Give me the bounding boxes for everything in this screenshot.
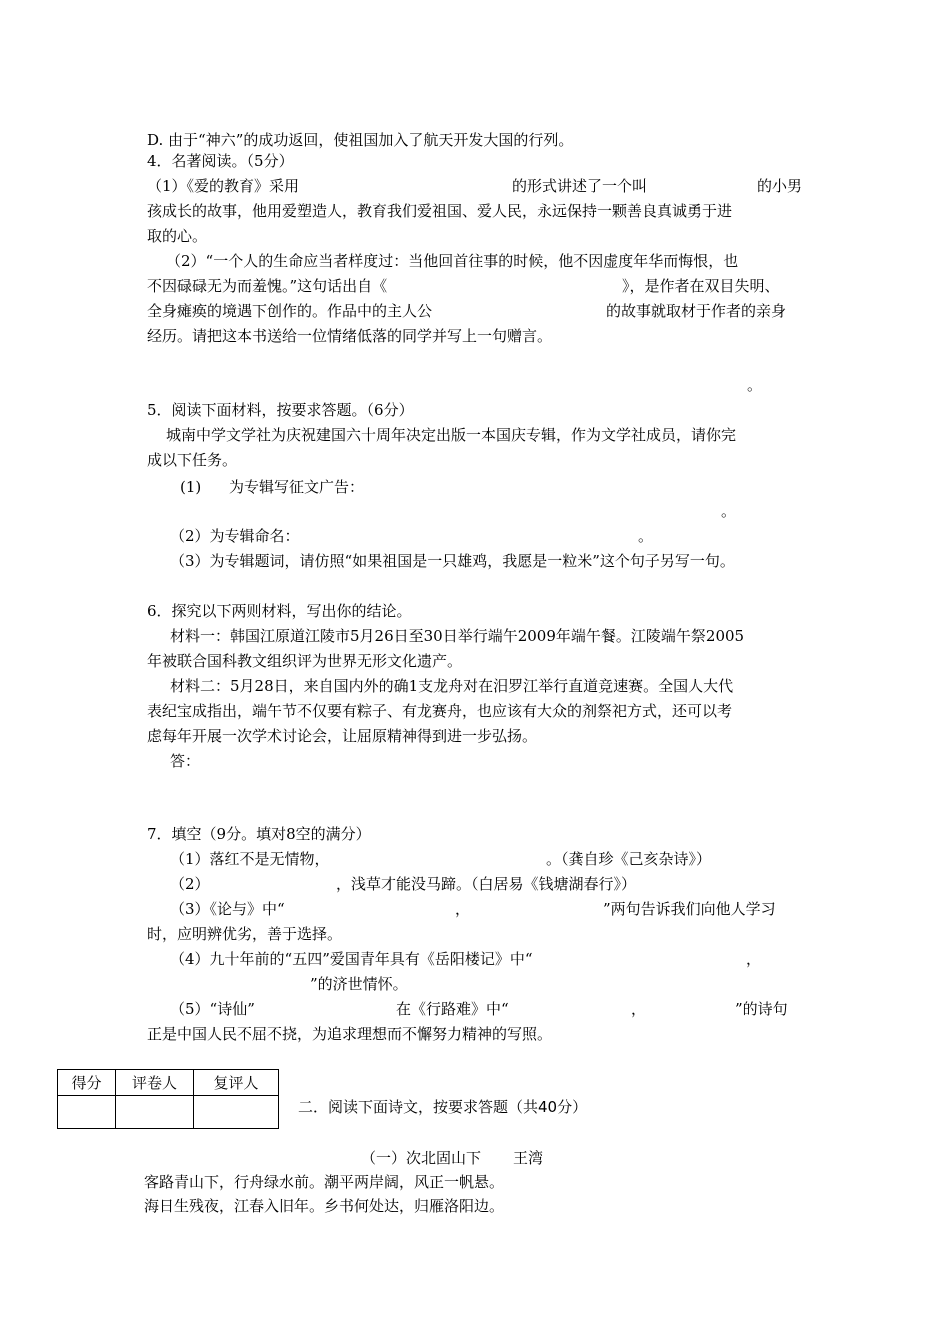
q4-answer-end: 。 (747, 376, 763, 394)
q6-title: 6．探究以下两则材料，写出你的结论。 (147, 602, 412, 620)
q7-item4-b: ， (746, 950, 762, 968)
q4-p1-a: （1）《爱的教育》采用 (147, 177, 300, 195)
q5-task2: （2）为专辑命名： (170, 527, 300, 545)
q4-title: 4．名著阅读。（5分） (147, 152, 294, 170)
score-cell[interactable] (58, 1096, 116, 1129)
q7-item3-line2: 时，应明辨优劣，善于选择。 (147, 925, 343, 943)
q5-task3: （3）为专辑题词，请仿照“如果祖国是一只雄鸡，我愿是一粒米”这个句子另写一句。 (170, 552, 735, 570)
q7-title: 7．填空（9分。填对8空的满分） (147, 825, 371, 843)
q6-material2-line2: 表纪宝成指出，端午节不仅要有粽子、有龙赛舟，也应该有大众的剂祭祀方式，还可以考 (147, 702, 733, 720)
q4-p2-line1: （2）“一个人的生命应当者样度过：当他回首往事的时候，他不因虚度年华而悔恨，也 (166, 252, 739, 270)
score-table (57, 1069, 279, 1129)
grader-cell[interactable] (116, 1096, 194, 1129)
q7-item1-a: （1）落红不是无情物， (170, 850, 330, 868)
q5-title: 5．阅读下面材料，按要求答题。（6分） (147, 401, 414, 419)
q7-item5-a: （5）“诗仙” (170, 1000, 255, 1018)
q7-item2-b: ，浅草才能没马蹄。（白居易《钱塘湖春行》） (336, 875, 637, 893)
q7-item3-b: ， (455, 900, 471, 918)
q5-intro-line1: 城南中学文学社为庆祝建国六十周年决定出版一本国庆专辑，作为文学社成员，请你完 (166, 426, 737, 444)
q7-item2-a: （2） (170, 875, 210, 893)
q4-p1-c: 的小男 (757, 177, 803, 195)
poem-title: （一）次北固山下 (361, 1149, 482, 1167)
q7-item5-d: ”的诗句 (735, 1000, 788, 1018)
q7-item1-b: 。（龚自珍《己亥杂诗》） (546, 850, 712, 868)
reviewer-cell[interactable] (194, 1096, 279, 1129)
q5-task1-end: 。 (721, 502, 737, 520)
q4-p1-b: 的形式讲述了一个叫 (512, 177, 648, 195)
score-header: 得分 (58, 1070, 116, 1096)
poem-line1: 客路青山下，行舟绿水前。潮平两岸阔，风正一帆悬。 (144, 1173, 505, 1191)
q4-p2-line3a: 全身瘫痪的境遇下创作的。作品中的主人公 (147, 302, 433, 320)
q5-intro-line2: 成以下任务。 (147, 451, 238, 469)
q5-task1-number: (1) (180, 478, 202, 496)
q7-item5-b: 在《行路难》中“ (396, 1000, 509, 1018)
q7-item5-c: ， (631, 1000, 647, 1018)
q4-p2-line3b: 的故事就取材于作者的亲身 (606, 302, 787, 320)
q6-answer-label: 答： (170, 752, 201, 770)
reviewer-header: 复评人 (194, 1070, 279, 1096)
q6-material2-line3: 虑每年开展一次学术讨论会，让屈原精神得到进一步弘扬。 (147, 727, 538, 745)
q7-item3-a: （3）《论与》中“ (170, 900, 285, 918)
grader-header: 评卷人 (116, 1070, 194, 1096)
poem-line2: 海日生残夜，江春入旧年。乡书何处达，归雁洛阳边。 (144, 1197, 505, 1215)
q4-p2-line2b: 》，是作者在双目失明、 (622, 277, 780, 295)
q6-material1-line2: 年被联合国科教文组织评为世界无形文化遗产。 (147, 652, 463, 670)
q5-task1: 为专辑写征文广告： (229, 478, 365, 496)
q7-item4-a: （4）九十年前的“五四”爱国青年具有《岳阳楼记》中“ (170, 950, 533, 968)
poem-author: 王湾 (513, 1149, 544, 1167)
q4-p1-line2: 孩成长的故事，他用爱塑造人，教育我们爱祖国、爱人民，永远保持一颗善良真诚勇于进 (147, 202, 733, 220)
q5-task2-end: 。 (638, 527, 654, 545)
q4-p2-line2a: 不因碌碌无为而羞愧。”这句话出自《 (147, 277, 388, 295)
q7-item5-line2: 正是中国人民不屈不挠，为追求理想而不懈努力精神的写照。 (147, 1025, 553, 1043)
q7-item3-c: ”两句告诉我们向他人学习 (603, 900, 776, 918)
q6-material1-line1: 材料一：韩国江原道江陵市5月26日至30日举行端午2009年端午餐。江陵端午祭2005 (170, 627, 745, 645)
q7-item4-line2: ”的济世情怀。 (310, 975, 408, 993)
q6-material2-line1: 材料二：5月28日，来自国内外的确1支龙舟对在汨罗江举行直道竞速赛。全国人大代 (170, 677, 734, 695)
q4-p2-line4: 经历。请把这本书送给一位情绪低落的同学并写上一句赠言。 (147, 327, 553, 345)
section2-title: 二．阅读下面诗文，按要求答题（共40分） (298, 1098, 588, 1116)
q3-option-d: D. 由于“神六”的成功返回，使祖国加入了航天开发大国的行列。 (147, 131, 574, 149)
q4-p1-line3: 取的心。 (147, 227, 208, 245)
